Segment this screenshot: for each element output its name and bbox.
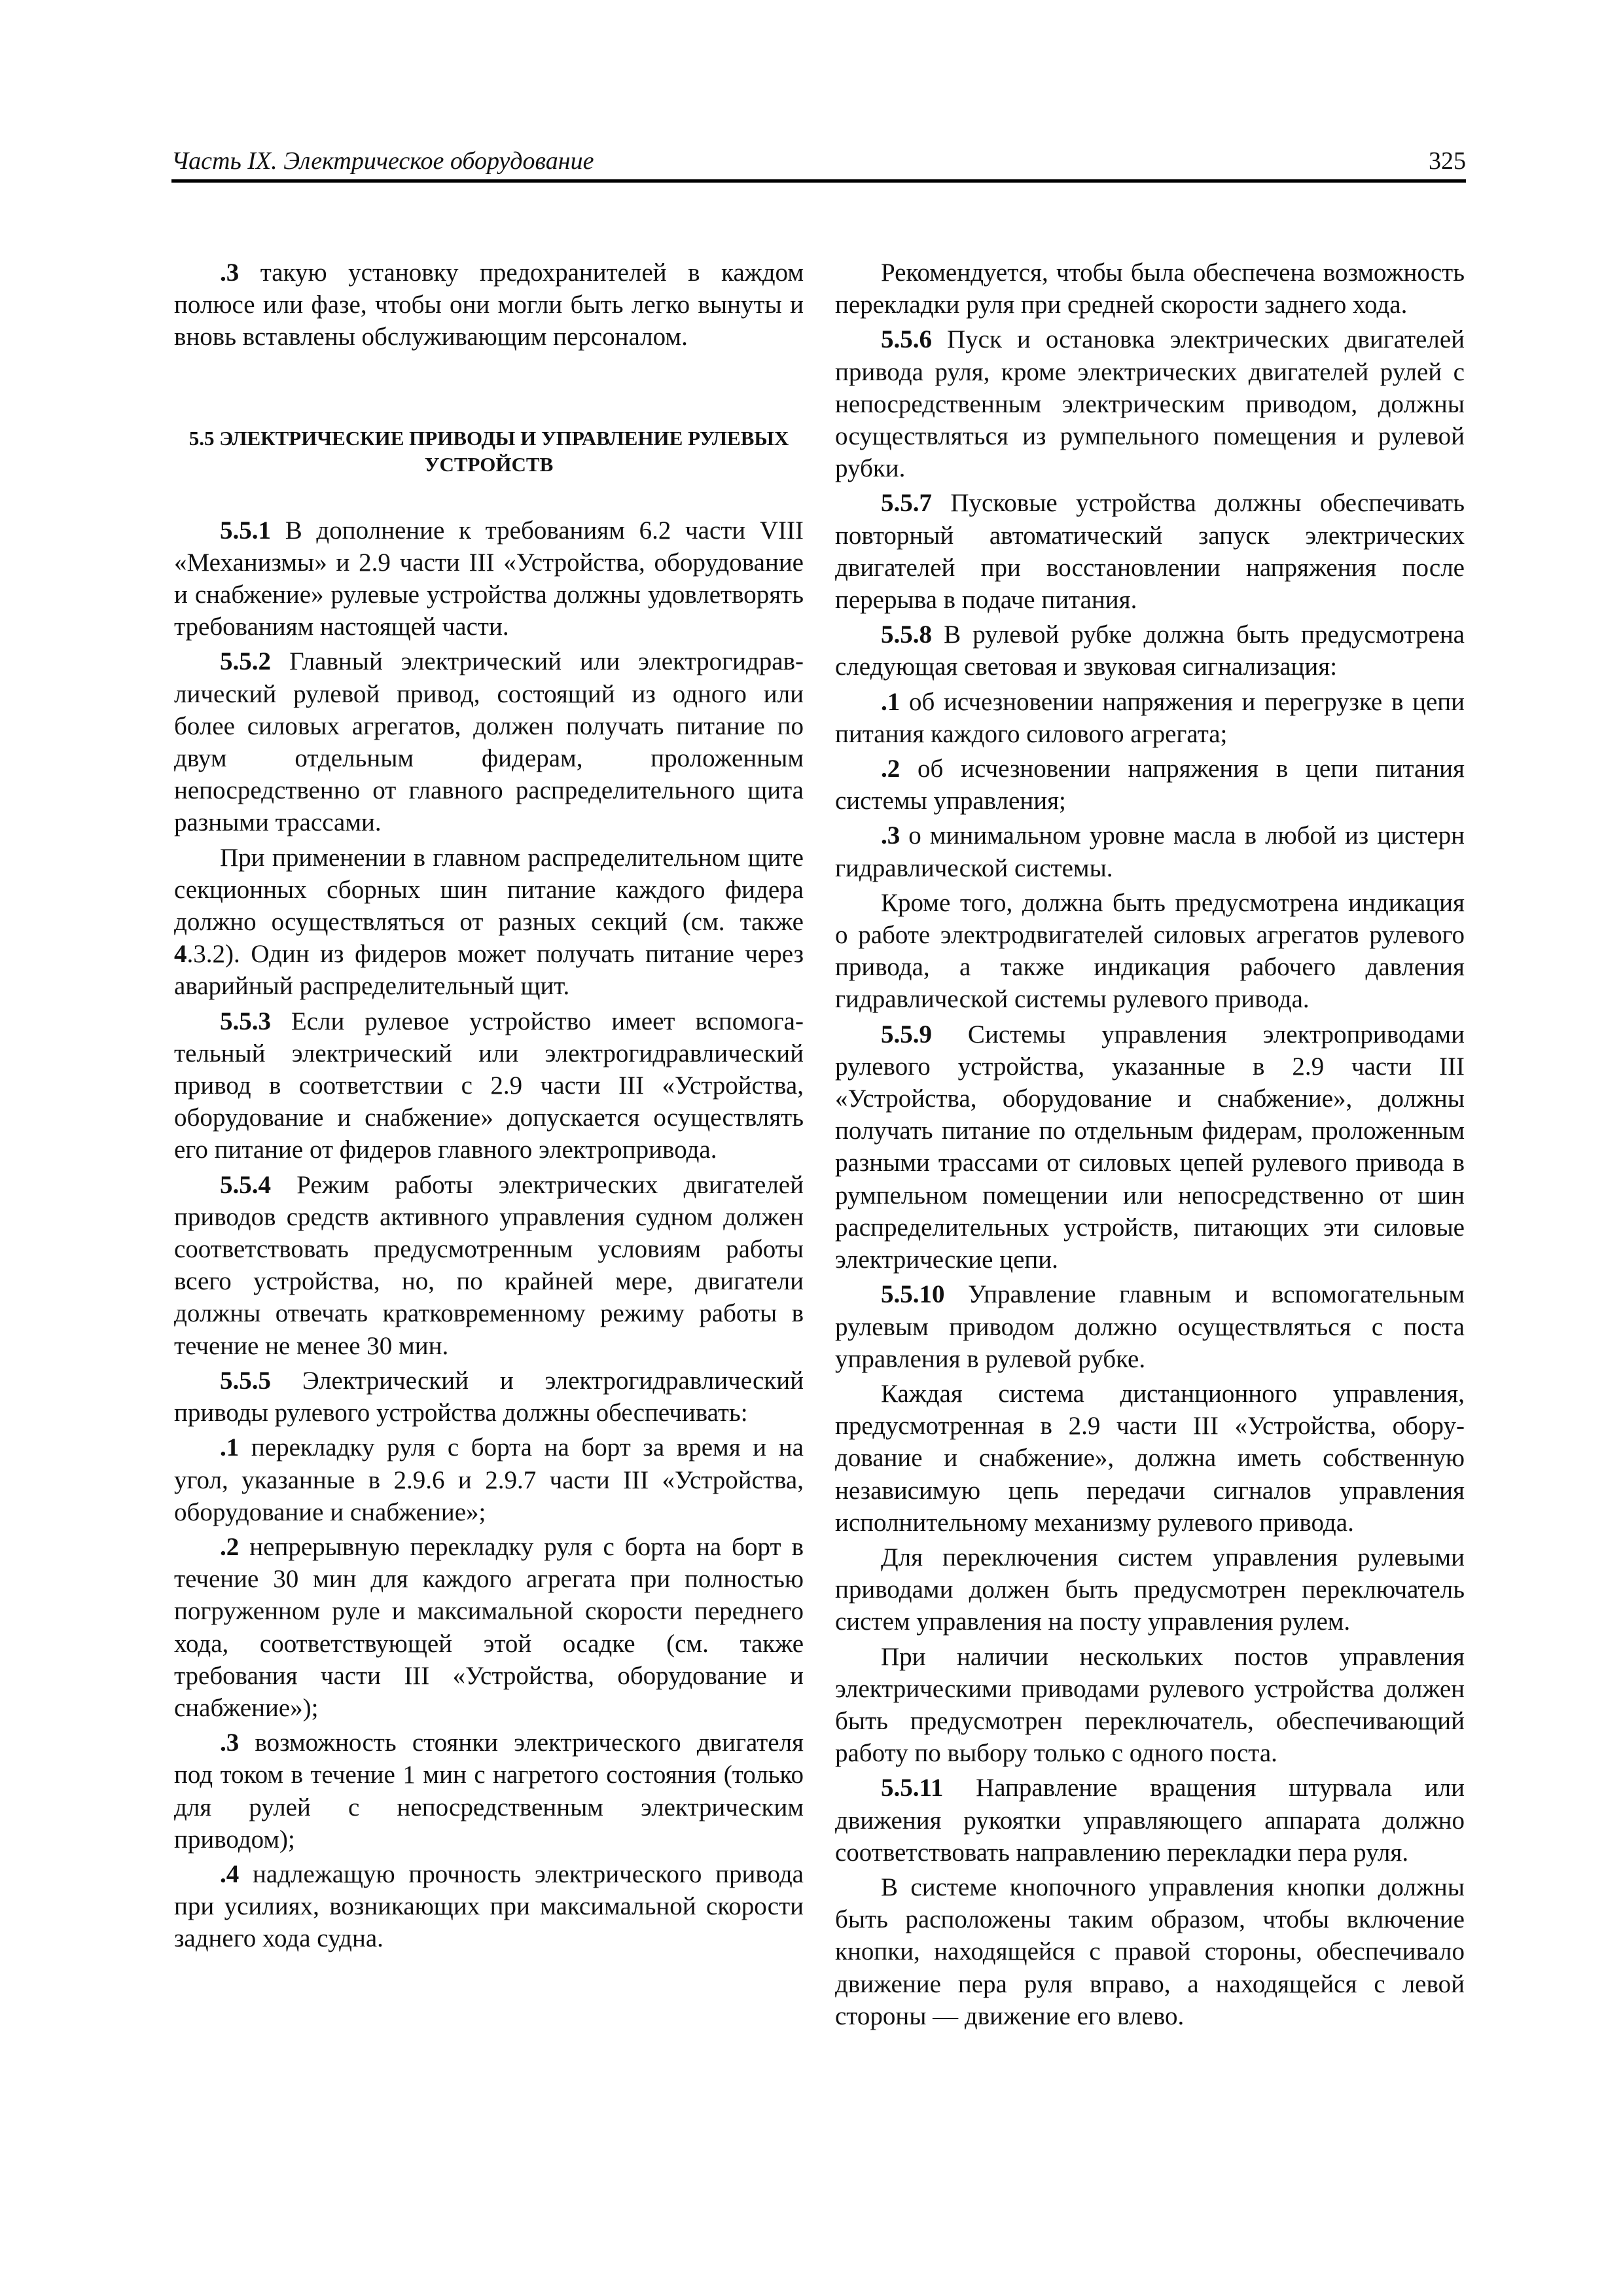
list-item-3	[835, 819, 1465, 884]
paragraph-right-12	[835, 1641, 1465, 1770]
paragraph-text: об исчезновении напряжения и перегрузке в цепи питания каждого силового агрегата;	[835, 687, 1465, 748]
clause-number: 5.5.7	[881, 489, 932, 518]
cross-reference: 4	[174, 940, 187, 969]
paragraph-text: Кроме того, должна быть предусмотрена индикация о работе электродвигателей силовых агрегатов рулевого привода, а также индикация рабочего давления гидравлической системы рулевого привода.	[835, 888, 1465, 1014]
paragraph-5-5-5	[174, 1365, 804, 1429]
paragraph-text: Системы управления электроприводами рулевого устройства, указанные в 2.9 части III «Устройства, оборудование и снабжение», должны получать питание по отдельным фидерам, проложенным разными трассами от силовых цепей рулевого привода в румпельном помещении или непосредственно от шин распределительных устройств, питающих эти силовые электрические цепи.	[835, 1020, 1465, 1274]
paragraph-5-5-2	[174, 645, 804, 838]
list-item-4	[174, 1858, 804, 1955]
paragraph-5-5-4	[174, 1169, 804, 1362]
paragraph-right-10	[835, 1378, 1465, 1539]
paragraph-text: .3.2). Один из фидеров может получать питание через аварийный распределительный щит.	[174, 940, 804, 1001]
paragraph-text: Рекомендуется, чтобы была обеспечена возможность перекладки руля при средней скорости заднего хода.	[835, 259, 1465, 319]
paragraph-text: Электрический и электрогидравлический приводы рулевого устройства должны обеспечивать:	[174, 1366, 804, 1427]
item-number: .1	[220, 1433, 240, 1462]
item-number: .3	[220, 1729, 240, 1757]
clause-number: 5.5.10	[881, 1280, 945, 1309]
paragraph-text: Режим работы электрических двигателей приводов средств активного управления судном должен соответствовать предусмотренным условиям работы всего устройства, но, по крайней мере, двигатели должны отвечать кратковременному режиму работы в течение не менее 30 мин.	[174, 1170, 804, 1360]
paragraph-text: о минимальном уровне масла в любой из цистерн гидравлической системы.	[835, 821, 1465, 882]
list-item-3	[174, 1727, 804, 1856]
list-item-1	[174, 1431, 804, 1528]
paragraph-5-5-8	[835, 619, 1465, 683]
list-item-2	[174, 1531, 804, 1724]
running-header	[171, 143, 1466, 183]
paragraph-5-5-7	[835, 487, 1465, 616]
clause-number: 5.5.2	[220, 647, 271, 676]
page-number: 325	[1429, 147, 1466, 175]
clause-number: 5.5.4	[220, 1170, 271, 1199]
item-number: .2	[220, 1532, 240, 1561]
clause-number: 5.5.11	[881, 1774, 944, 1803]
item-number: .4	[220, 1859, 240, 1888]
paragraph-text: Для переключения систем управления рулевыми приводами должен быть предусмотрен переключатель систем управления на посту управления рулем.	[835, 1543, 1465, 1636]
paragraph-text: надлежащую прочность электрического привода при усилиях, возникающих при максимальной скорости заднего хода судна.	[174, 1859, 804, 1953]
paragraph-5-5-9	[835, 1018, 1465, 1276]
paragraph-text: При применении в главном распределительном щите секционных сборных шин питание каждого фидера должно осуществляться от разных секций (см. также	[174, 843, 804, 937]
item-number: .1	[881, 687, 901, 716]
clause-number: 5.5.6	[881, 325, 932, 354]
paragraph-left-0	[174, 257, 804, 353]
paragraph-text: Управление главным и вспомогательным рулевым приводом должно осуществляться с поста управления в рулевой рубке.	[835, 1280, 1465, 1373]
item-number: .2	[881, 755, 901, 783]
paragraph-text: такую установку предохранителей в каждом полюсе или фазе, чтобы они могли быть легко вынуты и вновь вставлены обслуживающим персоналом.	[174, 259, 804, 351]
paragraph-text: В рулевой рубке должна быть предусмотрена следующая световая и звуковая сигнализация:	[835, 620, 1465, 681]
paragraph-text: Направление вращения штурвала или движения рукоятки управляющего аппарата должно соответствовать направлению перекладки пера руля.	[835, 1774, 1465, 1867]
paragraph-right-11	[835, 1541, 1465, 1638]
paragraph-text: При наличии нескольких постов управления электрическими приводами рулевого устройства должен быть предусмотрен переключатель, обеспечивающий работу по выбору только с одного поста.	[835, 1642, 1465, 1768]
clause-number: 5.5.1	[220, 516, 271, 545]
paragraph-text: В системе кнопочного управления кнопки должны быть расположены таким образом, чтобы включение кнопки, находящейся с правой стороны, обеспечивало движение пера руля вправо, а находящейся с левой стороны — движение его влево.	[835, 1873, 1465, 2030]
paragraph-text: В дополнение к требованиям 6.2 части VIII «Механизмы» и 2.9 части III «Устройства, оборудование и снабжение» рулевые устройства должны удовлетворять требованиям настоящей части.	[174, 516, 804, 641]
paragraph-text: перекладку руля с борта на борт за время и на угол, указанные в 2.9.6 и 2.9.7 части III «Устройства, оборудование и снабжение»;	[174, 1433, 804, 1526]
paragraph-text: Пуск и остановка электрических двигателей привода руля, кроме электрических двигателей рулей с непосредственным электрическим приводом, должны осуществляться из румпельного помещения и рулевой рубки.	[835, 325, 1465, 483]
paragraph-5-5-1	[174, 514, 804, 643]
section-heading: 5.5 ЭЛЕКТРИЧЕСКИЕ ПРИВОДЫ И УПРАВЛЕНИЕ РУЛЕВЫХ УСТРОЙСТВ	[188, 426, 789, 476]
paragraph-5-5-6	[835, 323, 1465, 484]
paragraph-right-7	[835, 887, 1465, 1016]
right-column	[835, 257, 1465, 2035]
paragraph-5-5-10	[835, 1278, 1465, 1375]
list-item-1	[835, 686, 1465, 750]
paragraph-right-0	[835, 257, 1465, 321]
paragraph-5-5-3	[174, 1005, 804, 1166]
paragraph-left-3	[174, 842, 804, 1003]
paragraph-text: Если рулевое устройство имеет вспомогательный электрический или электрогидравлический привод в соответствии с 2.9 части III «Устройства, оборудование и снабжение» допускается осуществлять его питание от фидеров главного электропривода.	[174, 1007, 804, 1164]
clause-number: 5.5.8	[881, 620, 932, 649]
item-number: .3	[881, 821, 901, 850]
clause-number: 5.5.5	[220, 1366, 271, 1395]
paragraph-text: непрерывную перекладку руля с борта на борт в течение 30 мин для каждого агрегата при полностью погруженном руле и максимальной скорости переднего хода, соответствующей этой осадке (см. также требования части III «Устройства, оборудование и снабжение»);	[174, 1532, 804, 1722]
paragraph-text: возможность стоянки электрического двигателя под током в течение 1 мин с нагретого состояния (только для рулей с непосредственным электрическим приводом);	[174, 1729, 804, 1854]
paragraph-text: об исчезновении напряжения в цепи питания системы управления;	[835, 755, 1465, 816]
paragraph-text: Каждая система дистанционного управления, предусмотренная в 2.9 части III «Устройства, оборудование и снабжение», должна иметь собственную независимую цепь передачи сигналов управления исполнительному механизму рулевого привода.	[835, 1379, 1465, 1537]
left-column	[174, 257, 804, 1958]
paragraph-right-14	[835, 1871, 1465, 2032]
clause-number: 5.5.9	[881, 1020, 932, 1049]
item-number: .3	[220, 259, 240, 287]
paragraph-text: Пусковые устройства должны обеспечивать повторный автоматический запуск электрических двигателей при восстановлении напряжения после перерыва в подаче питания.	[835, 489, 1465, 615]
list-item-2	[835, 753, 1465, 817]
clause-number: 5.5.3	[220, 1007, 271, 1035]
paragraph-5-5-11	[835, 1772, 1465, 1869]
header-title: Часть IX. Электрическое оборудование	[171, 147, 594, 175]
paragraph-text: Главный электрический или электрогидравлический рулевой привод, состоящий из одного или более силовых агрегатов, должен получать питание по двум отдельным фидерам, проложенным непосредственно от главного распределительного щита разными трассами.	[174, 647, 804, 837]
